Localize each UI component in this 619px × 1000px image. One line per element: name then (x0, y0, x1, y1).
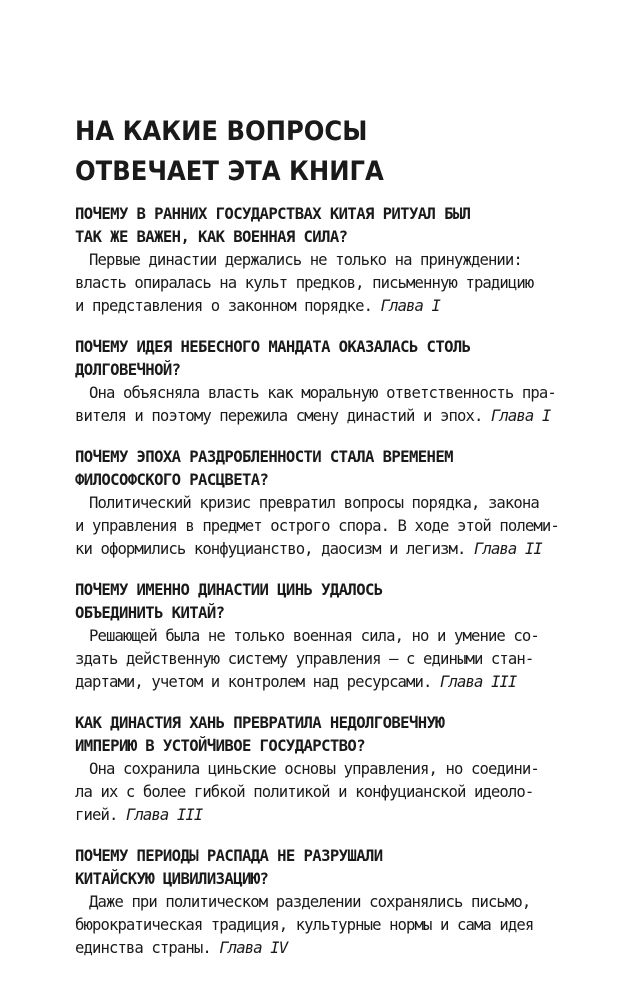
answer-line: бюрократическая традиция, культурные нормы и сама идея (75, 916, 534, 934)
answer-text (75, 625, 553, 694)
chapter-reference: Глава I (490, 407, 551, 425)
answer-line-text: дартами, учетом и контролем над ресурсами. (75, 673, 432, 691)
answer-line: Решающей была не только военная сила, но и умение со- (89, 627, 539, 645)
question-line: ПОЧЕМУ ИМЕННО ДИНАСТИИ ЦИНЬ УДАЛОСЬ (75, 581, 383, 599)
chapter-reference: Глава II (473, 540, 542, 558)
answer-line (75, 405, 553, 428)
answer-line: Она объясняла власть как моральную ответственность пра- (89, 384, 556, 402)
qa-item (75, 712, 553, 827)
question-heading (75, 579, 553, 625)
answer-text (75, 382, 556, 428)
answer-line-text: вителя и поэтому пережила смену династий и эпох. (75, 407, 483, 425)
question-heading (75, 336, 553, 382)
question-line: ТАК ЖЕ ВАЖЕН, КАК ВОЕННАЯ СИЛА? (75, 228, 348, 246)
page-title (75, 112, 553, 192)
qa-item (75, 336, 556, 428)
page-title-line: НА КАКИЕ ВОПРОСЫ (75, 116, 368, 147)
question-line: КИТАЙСКУЮ ЦИВИЛИЗАЦИЮ? (75, 870, 269, 888)
answer-line: власть опиралась на культ предков, письменную традицию (75, 274, 534, 292)
answer-line (75, 295, 553, 318)
answer-line-text: ки оформились конфуцианство, даосизм и легизм. (75, 540, 466, 558)
answer-text (75, 758, 553, 827)
question-heading (75, 712, 553, 758)
answer-line: Политический кризис превратил вопросы порядка, закона (89, 494, 539, 512)
answer-line-text: единства страны. (75, 939, 211, 957)
qa-item (75, 579, 553, 694)
answer-text (75, 249, 553, 318)
question-heading (75, 203, 553, 249)
question-line: ИМПЕРИЮ В УСТОЙЧИВОЕ ГОСУДАРСТВО? (75, 737, 366, 755)
answer-line: Даже при политическом разделении сохранялись письмо, (89, 893, 531, 911)
answer-line: и управления в предмет острого спора. В ходе этой полеми- (75, 517, 559, 535)
chapter-reference: Глава III (125, 806, 203, 824)
question-line: ДОЛГОВЕЧНОЙ? (75, 361, 181, 379)
answer-line (75, 937, 553, 960)
question-line: ПОЧЕМУ ПЕРИОДЫ РАСПАДА НЕ РАЗРУШАЛИ (75, 847, 383, 865)
chapter-reference: Глава III (440, 673, 517, 691)
question-line: КАК ДИНАСТИЯ ХАНЬ ПРЕВРАТИЛА НЕДОЛГОВЕЧНУЮ (75, 714, 445, 732)
answer-line: Первые династии держались не только на принуждении: (89, 251, 522, 269)
question-line: ОБЪЕДИНИТЬ КИТАЙ? (75, 604, 225, 622)
qa-item (75, 845, 553, 960)
question-line: ФИЛОСОФСКОГО РАСЦВЕТА? (75, 471, 269, 489)
answer-text (75, 891, 553, 960)
answer-line (75, 538, 553, 561)
page (75, 112, 559, 978)
qa-item (75, 203, 553, 318)
answer-line (75, 671, 553, 694)
question-heading (75, 845, 553, 891)
question-line: ПОЧЕМУ ЭПОХА РАЗДРОБЛЕННОСТИ СТАЛА ВРЕМЕНЕМ (75, 448, 453, 466)
question-line: ПОЧЕМУ ИДЕЯ НЕБЕСНОГО МАНДАТА ОКАЗАЛАСЬ СТОЛЬ (75, 338, 471, 356)
answer-text (75, 492, 559, 561)
question-heading (75, 446, 553, 492)
answer-line-text: гией. (75, 806, 118, 824)
answer-line: ла их с более гибкой политикой и конфуцианской идеоло- (75, 783, 534, 801)
answer-line-text: и представления о законном порядке. (75, 297, 373, 315)
answer-line: Она сохранила циньские основы управления, но соедини- (89, 760, 539, 778)
answer-line: здать действенную систему управления — с едиными стан- (75, 650, 534, 668)
page-title-line: ОТВЕЧАЕТ ЭТА КНИГА (75, 156, 384, 187)
chapter-reference: Глава I (380, 297, 441, 315)
qa-item (75, 446, 559, 561)
chapter-reference: Глава IV (219, 939, 288, 957)
question-line: ПОЧЕМУ В РАННИХ ГОСУДАРСТВАХ КИТАЯ РИТУАЛ БЫЛ (75, 205, 471, 223)
answer-line (75, 804, 553, 827)
